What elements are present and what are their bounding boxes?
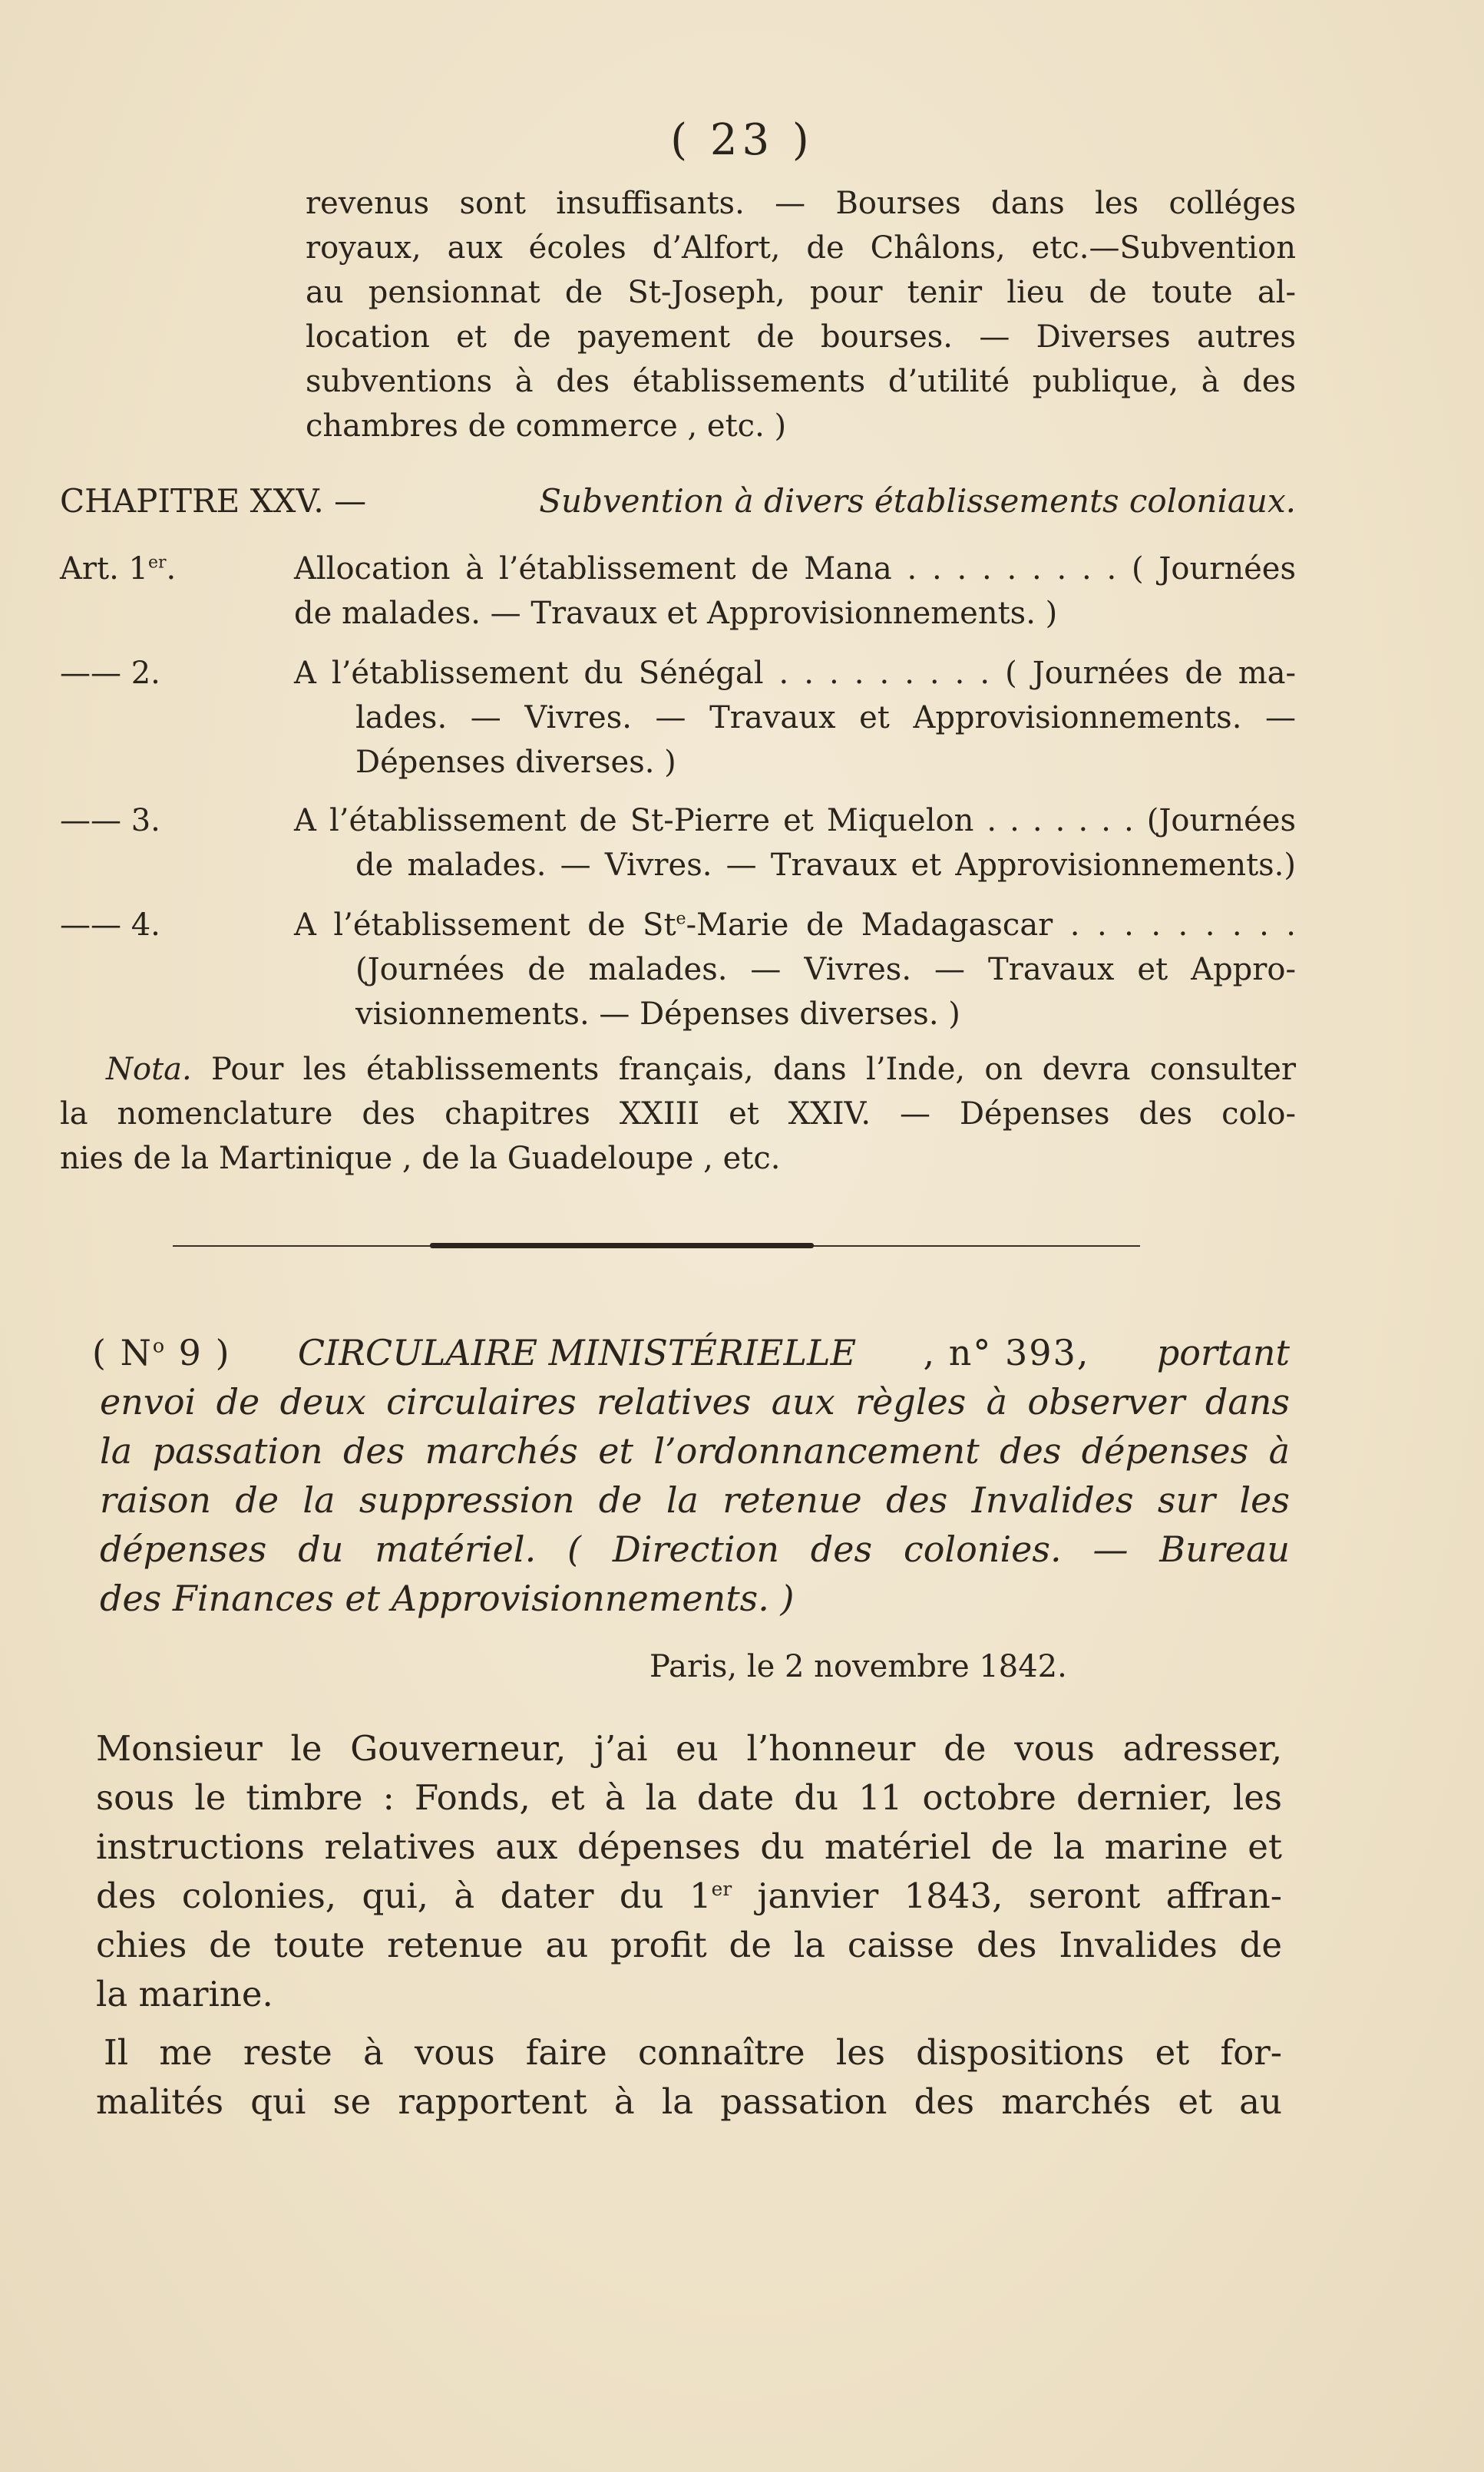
text-line: Nota. Pour les établissements français, dans l’Inde, on devra consulter [106, 1052, 1296, 1087]
text-line: sous le timbre : Fonds, et à la date du 11 octobre dernier, les [96, 1777, 1282, 1818]
text-line: au pensionnat de St-Joseph, pour tenir lieu de toute al- [306, 275, 1296, 310]
text-line: nies de la Martinique , de la Guadeloupe , etc. [60, 1141, 781, 1176]
article-number: Art. 1er. [60, 551, 177, 587]
circular-title: CIRCULAIRE MINISTÉRIELLE [297, 1332, 857, 1373]
text-line: dépenses du matériel. ( Direction des colonies. — Bureau [100, 1528, 1290, 1570]
chapter-title: Subvention à divers établissements coloniaux. [539, 482, 1296, 520]
article-3 [60, 798, 1296, 887]
text-line: Dépenses diverses. ) [355, 745, 676, 780]
text-line: de malades. — Vivres. — Travaux et Approvisionnements.) [355, 848, 1296, 883]
text-line: visionnements. — Dépenses diverses. ) [355, 996, 960, 1032]
circular-ref: , n° 393, [923, 1332, 1090, 1373]
article-1 [60, 547, 1296, 636]
text-line: (Journées de malades. — Vivres. — Travaux et Appro- [355, 952, 1296, 987]
letter-paragraph-2 [96, 2028, 1282, 2127]
text-line: chies de toute retenue au profit de la caisse des Invalides de [96, 1925, 1282, 1965]
text-line: malités qui se rapportent à la passation des marchés et au [96, 2081, 1282, 2122]
text-line: chambres de commerce , etc. ) [306, 408, 787, 444]
text-line: lades. — Vivres. — Travaux et Approvisionnements. — [355, 700, 1296, 735]
text-line: Monsieur le Gouverneur, j’ai eu l’honneur de vous adresser, [96, 1728, 1282, 1769]
text-line: revenus sont insuffisants. — Bourses dans les colléges [306, 186, 1296, 221]
article-number: —— 2. [60, 656, 160, 691]
nota-paragraph [60, 1047, 1296, 1181]
circular-number: ( $N^o$ 9 ) [92, 1332, 231, 1373]
intro-paragraph [306, 181, 1296, 448]
text-line: Il me reste à vous faire connaître les dispositions et for- [104, 2032, 1282, 2073]
text-line: la passation des marchés et l’ordonnancement des dépenses à [100, 1430, 1290, 1472]
article-2 [60, 651, 1296, 785]
text-line: des colonies, qui, à dater du 1er janvier 1843, seront affran- [96, 1875, 1282, 1916]
text-line: location et de payement de bourses. — Diverses autres [306, 319, 1296, 355]
article-number: —— 4. [60, 907, 160, 943]
text-line: raison de la suppression de la retenue des Invalides sur les [100, 1479, 1290, 1521]
text-line: instructions relatives aux dépenses du matériel de la marine et [96, 1826, 1282, 1867]
section-divider-ornament [430, 1243, 814, 1248]
article-number: —— 3. [60, 803, 160, 838]
letter-paragraph-1 [96, 1724, 1282, 2019]
text-line: A l’établissement du Sénégal . . . . . . . . . ( Journées de ma- [294, 656, 1296, 691]
text-line: Allocation à l’établissement de Mana . . . . . . . . . ( Journées [294, 551, 1296, 587]
text-line: la nomenclature des chapitres XXIII et XXIV. — Dépenses des colo- [60, 1096, 1296, 1132]
circular-heading [92, 1328, 1290, 1623]
chapter-label: CHAPITRE XXV. — [60, 482, 367, 520]
text-line: A l’établissement de St$^e$-Marie de Madagascar . . . . . . . . . [294, 907, 1297, 943]
page-number: ( 23 ) [670, 115, 814, 165]
text-line: royaux, aux écoles d’Alfort, de Châlons, etc.—Subvention [306, 230, 1296, 266]
article-4 [60, 903, 1296, 1036]
text-fragment: portant [1156, 1332, 1290, 1373]
nota-label: Nota. [106, 1052, 192, 1087]
text-line: A l’établissement de St-Pierre et Miquelon . . . . . . . (Journées [294, 803, 1296, 838]
text-line: la marine. [96, 1974, 273, 2014]
date-line: Paris, le 2 novembre 1842. [649, 1649, 1067, 1684]
text-line: subventions à des établissements d’utilité publique, à des [306, 364, 1296, 399]
text-line: des Finances et Approvisionnements. ) [100, 1578, 795, 1619]
text-line: envoi de deux circulaires relatives aux règles à observer dans [100, 1381, 1290, 1423]
text-line [92, 1328, 1290, 1377]
chapter-heading [60, 482, 1296, 520]
text-line: de malades. — Travaux et Approvisionnements. ) [294, 596, 1058, 631]
